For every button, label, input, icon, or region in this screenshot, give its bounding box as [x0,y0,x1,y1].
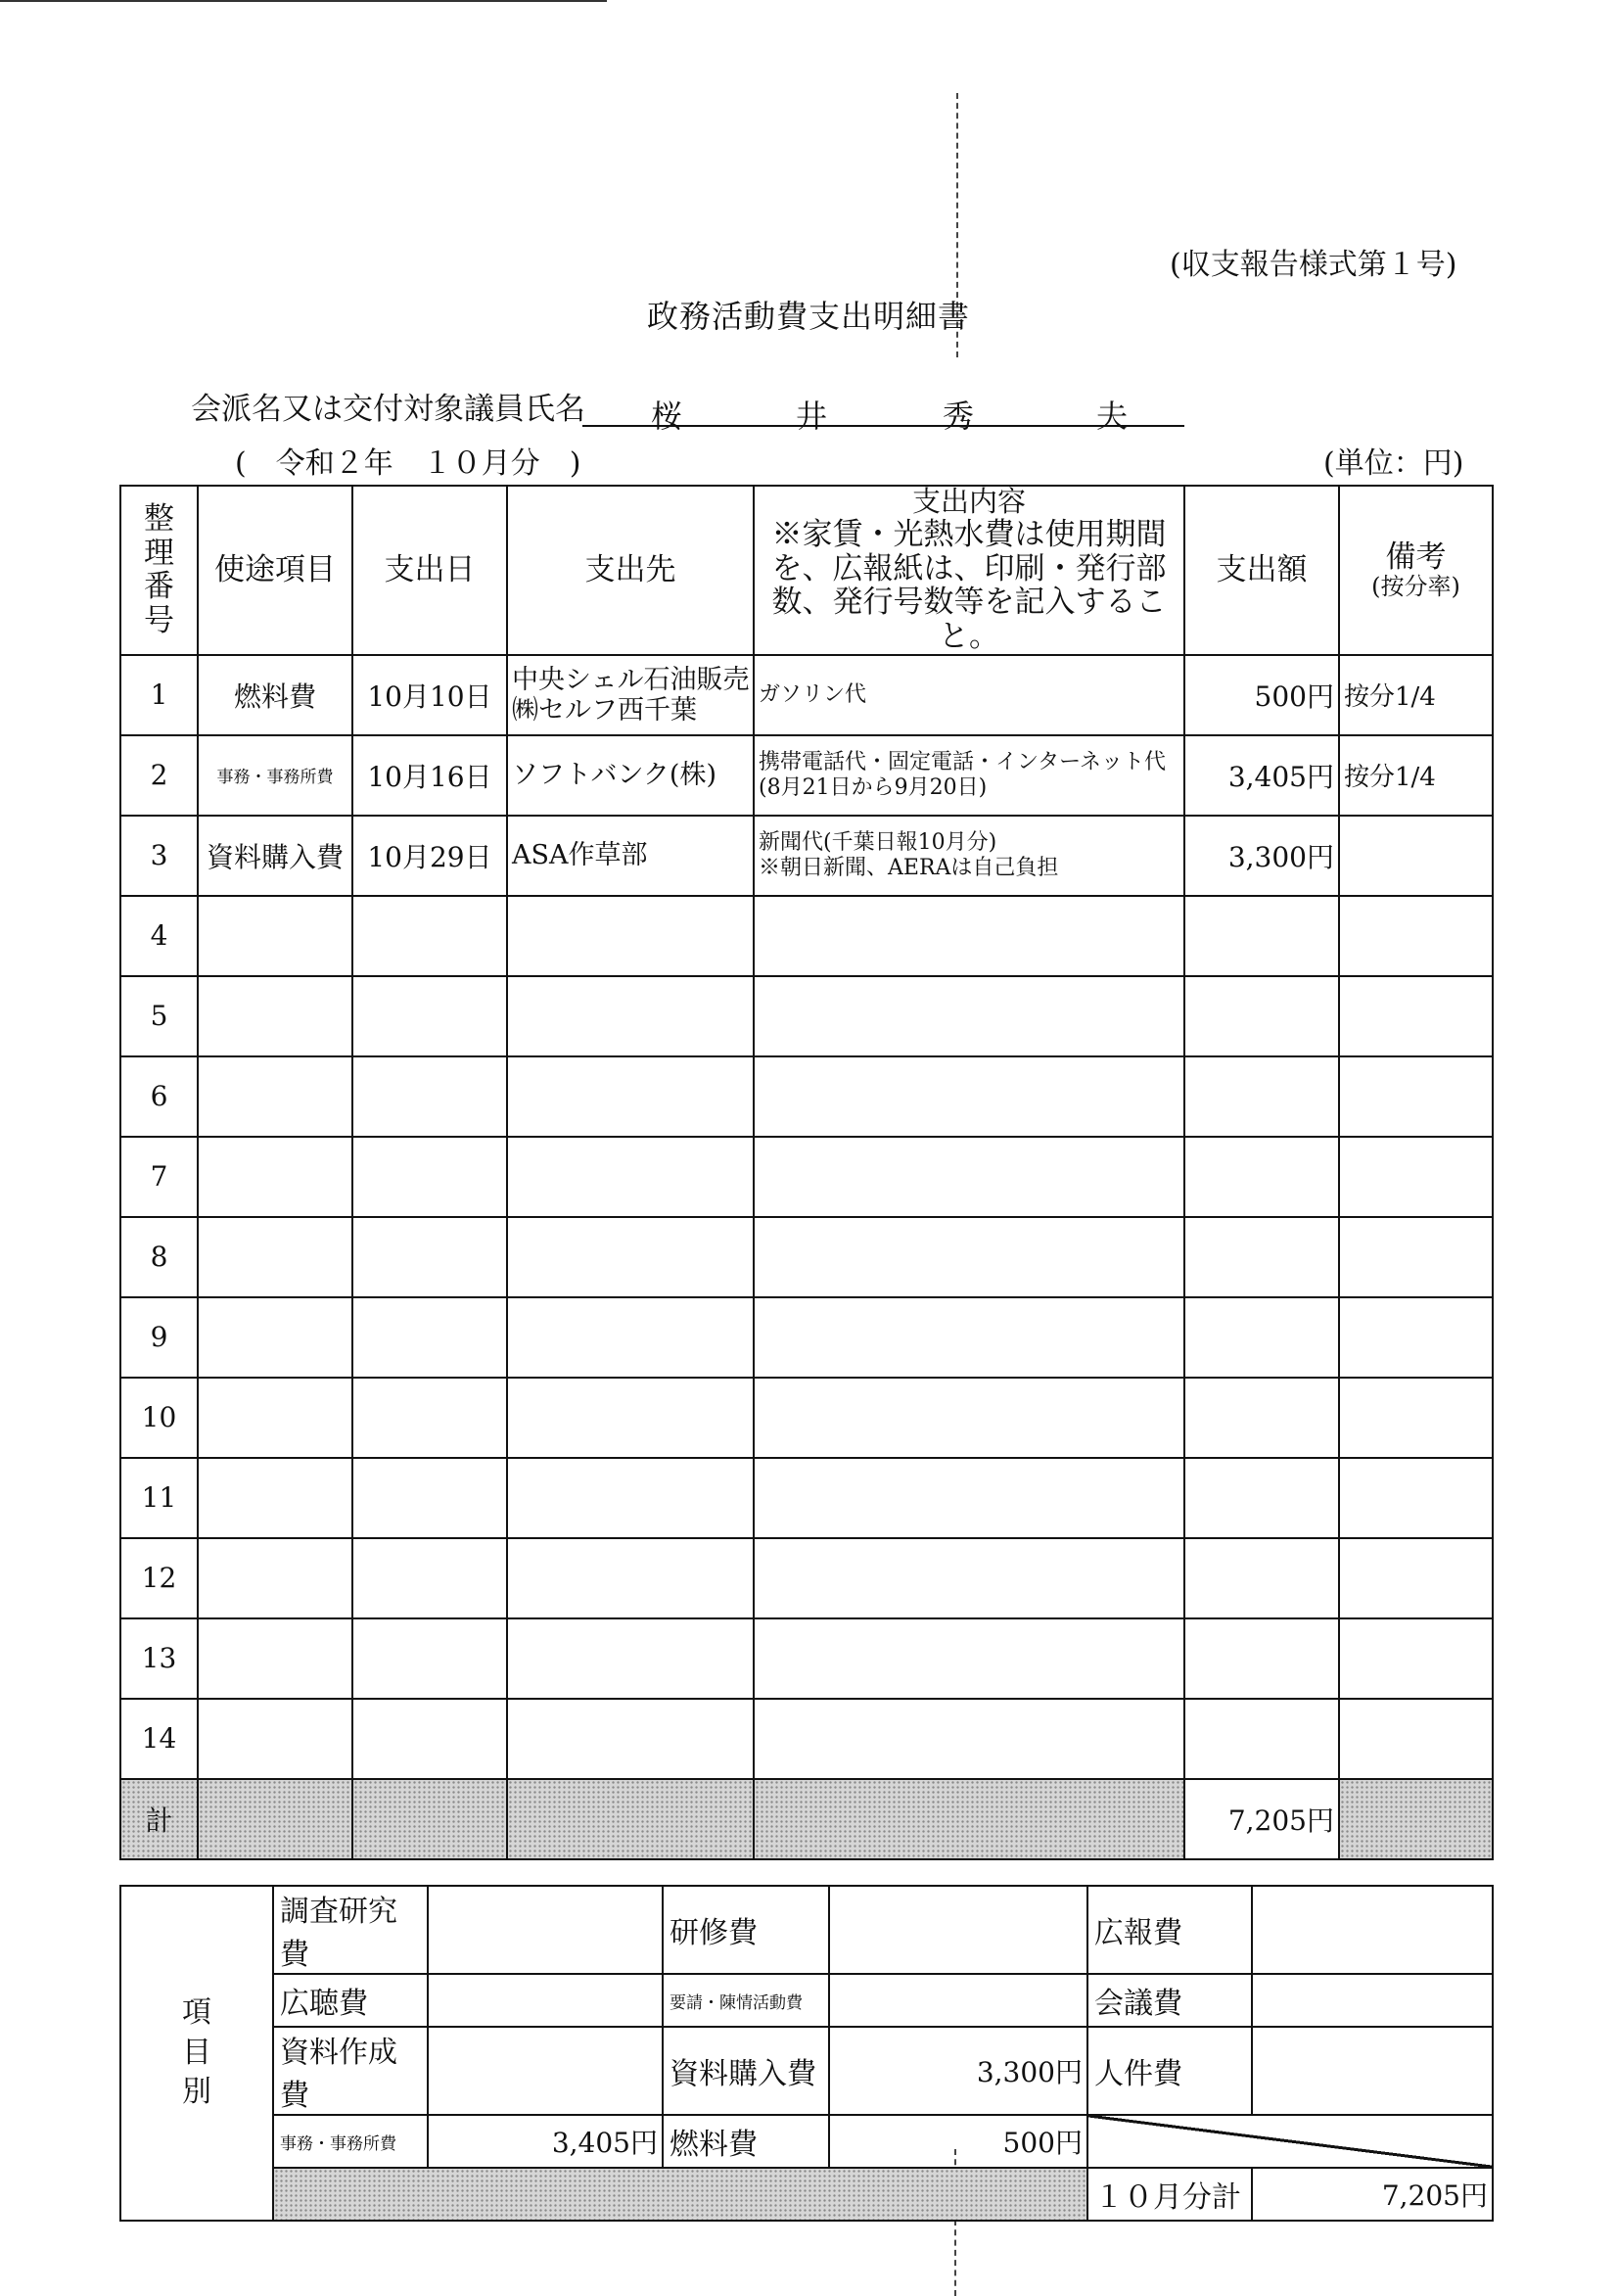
row-payee: ASA作草部 [507,816,754,896]
expense-rows [120,655,1493,1779]
row-content [754,1056,1184,1137]
row-remarks [1339,816,1493,896]
row-payee [507,896,754,976]
total-label: 計 [120,1779,198,1859]
row-remarks [1339,1137,1493,1217]
row-remarks: 按分1/4 [1339,655,1493,735]
member-name-char: 桜 [651,398,683,435]
summary-cat-value: 500円 [829,2115,1087,2168]
total-amount: 7,205円 [1184,1779,1339,1859]
row-date [352,1538,507,1618]
summary-cat-value [428,1886,663,1974]
row-content [754,896,1184,976]
summary-cat-label: 研修費 [663,1886,829,1974]
row-content [754,1217,1184,1297]
month-total-value: 7,205円 [1252,2168,1493,2221]
row-amount [1184,1618,1339,1699]
row-payee [507,1538,754,1618]
row-date [352,976,507,1056]
row-date [352,1217,507,1297]
table-row [120,1137,1493,1217]
header-content [754,486,1184,655]
row-no: 5 [120,976,198,1056]
row-date: 10月10日 [352,655,507,735]
summary-cat-value [829,1886,1087,1974]
member-label: 会派名又は交付対象議員氏名 [191,392,585,427]
row-content [754,1458,1184,1538]
row-remarks [1339,1056,1493,1137]
row-remarks [1339,1458,1493,1538]
header-no: 整理番号 [120,486,198,655]
row-payee [507,976,754,1056]
summary-cat-value [1252,1886,1493,1974]
row-payee [507,1056,754,1137]
row-remarks [1339,896,1493,976]
table-row [120,1618,1493,1699]
member-name-char: 夫 [1096,398,1129,435]
row-amount [1184,1137,1339,1217]
row-item [198,1217,352,1297]
total-row [120,1779,1493,1859]
expense-table [119,485,1494,1860]
header-payee: 支出先 [507,486,754,655]
header-content-note: ※家賃・光熱水費は使用期間を、広報紙は、印刷・発行部数、発行号数等を記入すること。 [771,516,1167,655]
row-content: 携帯電話代・固定電話・インターネット代 (8月21日から9月20日) [754,735,1184,816]
row-no: 1 [120,655,198,735]
table-row [120,896,1493,976]
summary-cat-value [829,1974,1087,2027]
summary-cat-value: 3,300円 [829,2027,1087,2115]
header-remarks-sub: (按分率) [1371,573,1460,601]
row-payee [507,1378,754,1458]
summary-cat-label: 調査研究費 [273,1886,428,1974]
top-edge-line [0,0,607,2]
row-date [352,1056,507,1137]
row-no: 14 [120,1699,198,1779]
row-remarks: 按分1/4 [1339,735,1493,816]
summary-cat-label: 資料作成費 [273,2027,428,2115]
row-item [198,1297,352,1378]
row-amount: 3,405円 [1184,735,1339,816]
row-payee: ソフトバンク(株) [507,735,754,816]
row-no: 6 [120,1056,198,1137]
row-amount [1184,896,1339,976]
row-no: 12 [120,1538,198,1618]
row-remarks [1339,1217,1493,1297]
summary-cat-label: 燃料費 [663,2115,829,2168]
row-item [198,1056,352,1137]
row-date: 10月29日 [352,816,507,896]
row-amount [1184,1378,1339,1458]
row-remarks [1339,1618,1493,1699]
row-date [352,1378,507,1458]
row-date [352,1137,507,1217]
report-period: ( 令和２年 １０月分 ) [235,446,581,481]
row-item [198,1618,352,1699]
row-content [754,1297,1184,1378]
summary-cat-value: 3,405円 [428,2115,663,2168]
row-content [754,1538,1184,1618]
row-no: 11 [120,1458,198,1538]
row-item [198,1538,352,1618]
summary-cat-value [428,2027,663,2115]
summary-cat-label: 事務・事務所費 [273,2115,428,2168]
row-content [754,1618,1184,1699]
row-content [754,976,1184,1056]
row-item [198,1458,352,1538]
row-no: 9 [120,1297,198,1378]
row-item: 資料購入費 [198,816,352,896]
row-item: 事務・事務所費 [198,735,352,816]
member-name-char: 井 [796,398,828,435]
summary-cat-label: 広聴費 [273,1974,428,2027]
row-remarks [1339,1538,1493,1618]
row-item: 燃料費 [198,655,352,735]
row-no: 8 [120,1217,198,1297]
header-item: 使途項目 [198,486,352,655]
row-payee: 中央シェル石油販売㈱セルフ西千葉 [507,655,754,735]
table-row [120,816,1493,896]
row-date: 10月16日 [352,735,507,816]
table-row [120,1056,1493,1137]
header-content-title: 支出内容 [911,485,1026,518]
row-date [352,1458,507,1538]
row-content: ガソリン代 [754,655,1184,735]
row-amount [1184,1056,1339,1137]
row-payee [507,1217,754,1297]
row-no: 2 [120,735,198,816]
row-content: 新聞代(千葉日報10月分) ※朝日新聞、AERAは自己負担 [754,816,1184,896]
row-remarks [1339,1297,1493,1378]
row-content [754,1699,1184,1779]
row-date [352,1297,507,1378]
row-date [352,1618,507,1699]
row-item [198,1137,352,1217]
table-row [120,1699,1493,1779]
row-date [352,896,507,976]
row-payee [507,1699,754,1779]
row-item [198,896,352,976]
row-amount [1184,1699,1339,1779]
row-payee [507,1297,754,1378]
row-no: 10 [120,1378,198,1458]
row-amount: 500円 [1184,655,1339,735]
row-content [754,1378,1184,1458]
header-remarks: 備考 (按分率) [1339,486,1493,655]
row-amount: 3,300円 [1184,816,1339,896]
table-row [120,976,1493,1056]
summary-cat-label: 広報費 [1087,1886,1252,1974]
summary-cat-value [1252,1974,1493,2027]
row-payee [507,1458,754,1538]
table-header-row [120,486,1493,655]
month-total-label: １０月分計 [1087,2168,1252,2221]
row-remarks [1339,976,1493,1056]
header-amount: 支出額 [1184,486,1339,655]
table-row [120,735,1493,816]
member-name-char: 秀 [943,398,975,435]
row-amount [1184,1538,1339,1618]
row-amount [1184,976,1339,1056]
summary-label: 項目別 [120,1886,273,2221]
unit-label: (単位：円) [1323,446,1464,481]
row-no: 7 [120,1137,198,1217]
row-payee [507,1618,754,1699]
summary-cat-label: 資料購入費 [663,2027,829,2115]
row-item [198,1699,352,1779]
category-summary-table [119,1885,1494,2222]
member-name [582,392,1184,435]
row-remarks [1339,1378,1493,1458]
summary-cat-value [428,1974,663,2027]
summary-cat-label: 人件費 [1087,2027,1252,2115]
row-no: 3 [120,816,198,896]
row-amount [1184,1297,1339,1378]
table-row [120,655,1493,735]
table-row [120,1538,1493,1618]
summary-diagonal-cell [1087,2115,1493,2168]
form-number: (収支報告様式第１号) [1170,248,1457,282]
table-row [120,1297,1493,1378]
row-amount [1184,1458,1339,1538]
row-item [198,976,352,1056]
row-item [198,1378,352,1458]
row-no: 4 [120,896,198,976]
summary-cat-value [1252,2027,1493,2115]
header-date: 支出日 [352,486,507,655]
summary-cat-label: 会議費 [1087,1974,1252,2027]
row-amount [1184,1217,1339,1297]
table-row [120,1378,1493,1458]
row-no: 13 [120,1618,198,1699]
row-payee [507,1137,754,1217]
row-content [754,1137,1184,1217]
summary-cat-label: 要請・陳情活動費 [663,1974,829,2027]
table-row [120,1458,1493,1538]
table-row [120,1217,1493,1297]
document-title: 政務活動費支出明細書 [646,298,970,335]
row-date [352,1699,507,1779]
row-remarks [1339,1699,1493,1779]
summary-shaded-cell [273,2168,1087,2221]
